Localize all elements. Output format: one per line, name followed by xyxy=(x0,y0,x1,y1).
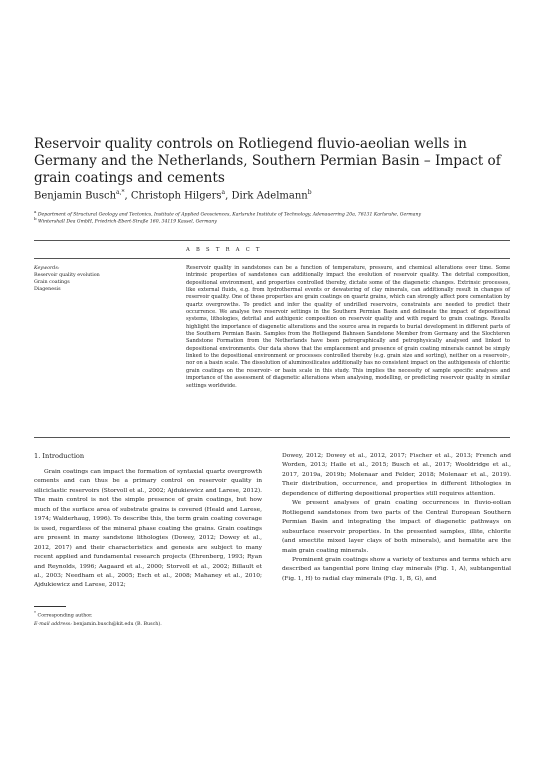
section-heading: 1. Introduction xyxy=(34,452,85,460)
email-address: benjamin.busch@kit.edu (B. Busch). xyxy=(73,621,162,627)
affiliation-mark: b xyxy=(34,216,37,221)
paragraph: We present analyses of grain coating occurrences in fluvio-eolian Rotliegend sandstones from two parts of the Central European Southern Permian Basin and integrating the impact of diagenetic pathways on subsurface reservoir properties. In the presented samples, illite, chlorite (and smectite mixed layer clays of both minerals), and hematite are the main grain coating minerals. xyxy=(282,500,511,554)
divider xyxy=(34,240,510,241)
keyword: Grain coatings xyxy=(34,280,70,285)
author-affiliation-mark: a xyxy=(221,189,226,196)
affiliation-text: Wintershall Dea GmbH, Friedrich-Ebert-Straße 160, 34119 Kassel, Germany xyxy=(38,219,217,225)
abstract-text: Reservoir quality in sandstones can be a function of temperature, pressure, and chemical alterations over time. Some intrinsic properties of sandstones can additionally impact the evolution of reservoir quality. The detrital composition, depositional environment, and properties controlled thereby, dictate some of the diagenetic changes. Extrinsic processes, like external fluids, e.g. from hydrothermal events or dewatering of clay minerals, can additionally result in changes of reservoir quality. One of these properties are grain coatings on quartz grains, which can strongly affect pore cementation by quartz overgrowths. To predict and infer the quality of undrilled reservoirs, constraints are needed to predict their occurrence. We analyse two reservoir settings in the Southern Permian Basin and delineate the impact of depositional systems, lithologies, detrital and authigenic composition on reservoir quality and with regard to grain coatings. Results highlight the importance of diagenetic alterations and the source area in regards to burial development in different parts of the Southern Permian Basin. Samples from the Rotliegend Bahnsen Sandstone Member from Germany and the Slochteren Sandstone Formation from the Netherlands have been petrographically and petrophysically analysed and linked to depositional environments. Our data shows that the emplacement and presence of grain coating minerals cannot be simply linked to the depositional environment or processes controlled thereby (e.g. grain size and sorting), neither on a reservoir-, nor on a basin scale. The dissolution of aluminosilicates additionally has no consistent impact on the authigenesis of chloritic grain coatings on the reservoir- or basin scale in this study. This implies the necessity of sample specific analyses and importance of the assessment of diagenetic alterations when analysing, modelling, or predicting reservoir quality in similar settings worldwide. xyxy=(186,265,511,389)
divider xyxy=(34,437,510,438)
author-affiliation-mark: b xyxy=(307,189,312,196)
author-affiliation-mark: a,* xyxy=(116,189,125,196)
paragraph: Prominent grain coatings show a variety of textures and terms which are described as tangential pore lining clay minerals (Fig. 1, A), subtangential (Fig. 1, H) to radial clay minerals (Fig. 1, B, G), and xyxy=(282,556,511,582)
author-name: Dirk Adelmann xyxy=(231,190,308,202)
affiliation xyxy=(34,216,514,225)
abstract-heading: A B S T R A C T xyxy=(186,247,262,253)
footnote-mark: * xyxy=(34,610,36,615)
body-column-left xyxy=(34,468,262,591)
keywords-heading: Keywords: xyxy=(34,266,60,271)
footnote-rule xyxy=(34,606,66,607)
keyword: Diagenesis xyxy=(34,287,61,292)
paragraph: Dowey, 2012; Dowey et al., 2012, 2017; Fischer et al., 2013; French and Worden, 2013; Haile et al., 2015; Busch et al., 2017; Wooldridge et al., 2017, 2019a, 2019b; Molenaar and Felder, 2018; Molenaar et al., 2019). Their distribution, occurrence, and properties in different lithologies in dependence of differing depositional properties still requires attention. xyxy=(282,453,511,497)
paragraph: Grain coatings can impact the formation of syntaxial quartz overgrowth cements and can thus be a primary control on reservoir quality in siliciclastic reservoirs (Storvoll et al., 2002; Ajdukiewicz and Larese, 2012). The main control is not the simple presence of grain coatings, but how much of the surface area of substrate grains is covered (Heald and Larese, 1974; Walderhaug, 1996). To describe this, the term grain coating coverage is used, regardless of the mineral phase coating the grains. Grain coatings are present in many sandstone lithologies (Dowey, 2012; Dowey et al., 2012, 2017) and their characteristics and genesis are subject to many recent applied and fundamental research projects (Ehrenberg, 1993; Ryan and Reynolds, 1996; Aagaard et al., 2000; Storvoll et al., 2002; Billault et al., 2003; Needham et al., 2005; Esch et al., 2008; Mahaney et al., 2010; Ajdukiewicz and Larese, 2012; xyxy=(34,469,262,589)
author-list: Benjamin Busch$^{a,*}$, Christoph Hilgers$^a$, Dirk Adelmann$^b$ xyxy=(34,189,312,202)
author-name: Christoph Hilgers xyxy=(130,190,222,202)
affiliation-mark: a xyxy=(34,209,37,214)
divider xyxy=(34,258,510,259)
affiliation-text: Department of Structural Geology and Tectonics, Institute of Applied Geosciences, Karlsruhe Institute of Technology, Adenauerring 20a, 76131 Karlsruhe, Germany xyxy=(37,212,422,218)
paper-title: Reservoir quality controls on Rotliegend fluvio-aeolian wells in Germany and the Netherlands, Southern Permian Basin – Impact of grain coatings and cements xyxy=(34,136,501,186)
footnote xyxy=(34,609,162,629)
email-label: E-mail address: xyxy=(34,621,72,627)
corresponding-author-note: Corresponding author. xyxy=(37,613,93,619)
keyword: Reservoir quality evolution xyxy=(34,273,100,278)
body-column-right xyxy=(282,452,511,584)
author-name: Benjamin Busch xyxy=(34,190,117,202)
